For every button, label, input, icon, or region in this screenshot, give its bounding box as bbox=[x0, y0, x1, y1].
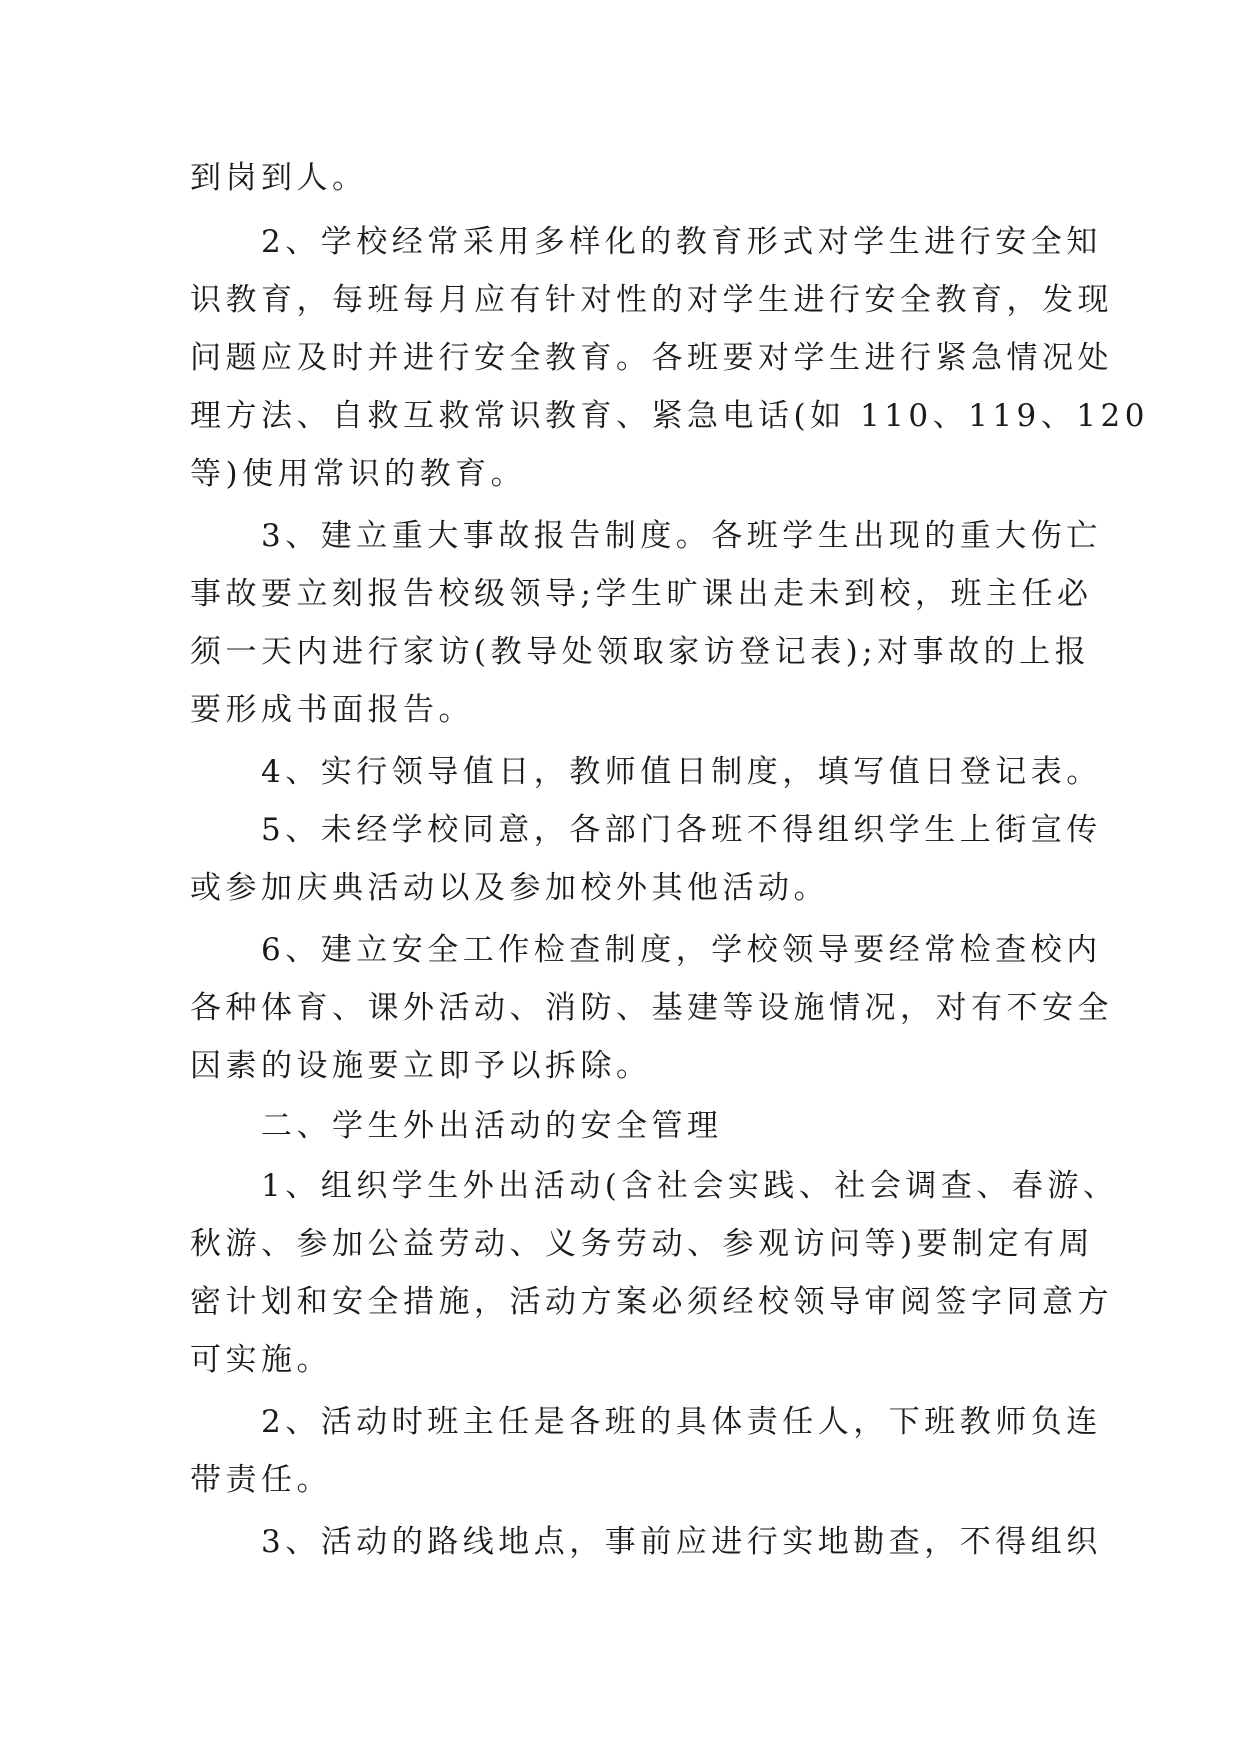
text-line: 理方法、自救互救常识教育、紧急电话(如 110、119、120 bbox=[190, 398, 1149, 434]
text-line: 2、活动时班主任是各班的具体责任人，下班教师负连 bbox=[190, 1404, 1102, 1440]
text-line: 4、实行领导值日，教师值日制度，填写值日登记表。 bbox=[190, 754, 1102, 790]
text-line: 可实施。 bbox=[190, 1342, 332, 1378]
text-line: 或参加庆典活动以及参加校外其他活动。 bbox=[190, 870, 829, 906]
text-line: 问题应及时并进行安全教育。各班要对学生进行紧急情况处 bbox=[190, 340, 1113, 376]
text-line: 3、建立重大事故报告制度。各班学生出现的重大伤亡 bbox=[190, 518, 1102, 554]
text-line: 识教育，每班每月应有针对性的对学生进行安全教育，发现 bbox=[190, 282, 1113, 318]
text-line: 须一天内进行家访(教导处领取家访登记表);对事故的上报 bbox=[190, 634, 1091, 670]
section-heading: 二、学生外出活动的安全管理 bbox=[190, 1108, 723, 1144]
text-line: 事故要立刻报告校级领导;学生旷课出走未到校，班主任必 bbox=[190, 576, 1093, 612]
text-line: 1、组织学生外出活动(含社会实践、社会调查、春游、 bbox=[190, 1168, 1119, 1204]
text-line: 到岗到人。 bbox=[190, 160, 368, 196]
text-line: 密计划和安全措施，活动方案必须经校领导审阅签字同意方 bbox=[190, 1284, 1113, 1320]
text-line: 各种体育、课外活动、消防、基建等设施情况，对有不安全 bbox=[190, 990, 1113, 1026]
text-line: 2、学校经常采用多样化的教育形式对学生进行安全知 bbox=[190, 224, 1102, 260]
text-line: 等)使用常识的教育。 bbox=[190, 456, 527, 492]
text-line: 3、活动的路线地点，事前应进行实地勘查，不得组织 bbox=[190, 1524, 1102, 1560]
text-line: 要形成书面报告。 bbox=[190, 692, 474, 728]
text-line: 5、未经学校同意，各部门各班不得组织学生上街宣传 bbox=[190, 812, 1102, 848]
text-line: 带责任。 bbox=[190, 1462, 332, 1498]
text-line: 6、建立安全工作检查制度，学校领导要经常检查校内 bbox=[190, 932, 1102, 968]
text-line: 因素的设施要立即予以拆除。 bbox=[190, 1048, 652, 1084]
text-line: 秋游、参加公益劳动、义务劳动、参观访问等)要制定有周 bbox=[190, 1226, 1095, 1262]
